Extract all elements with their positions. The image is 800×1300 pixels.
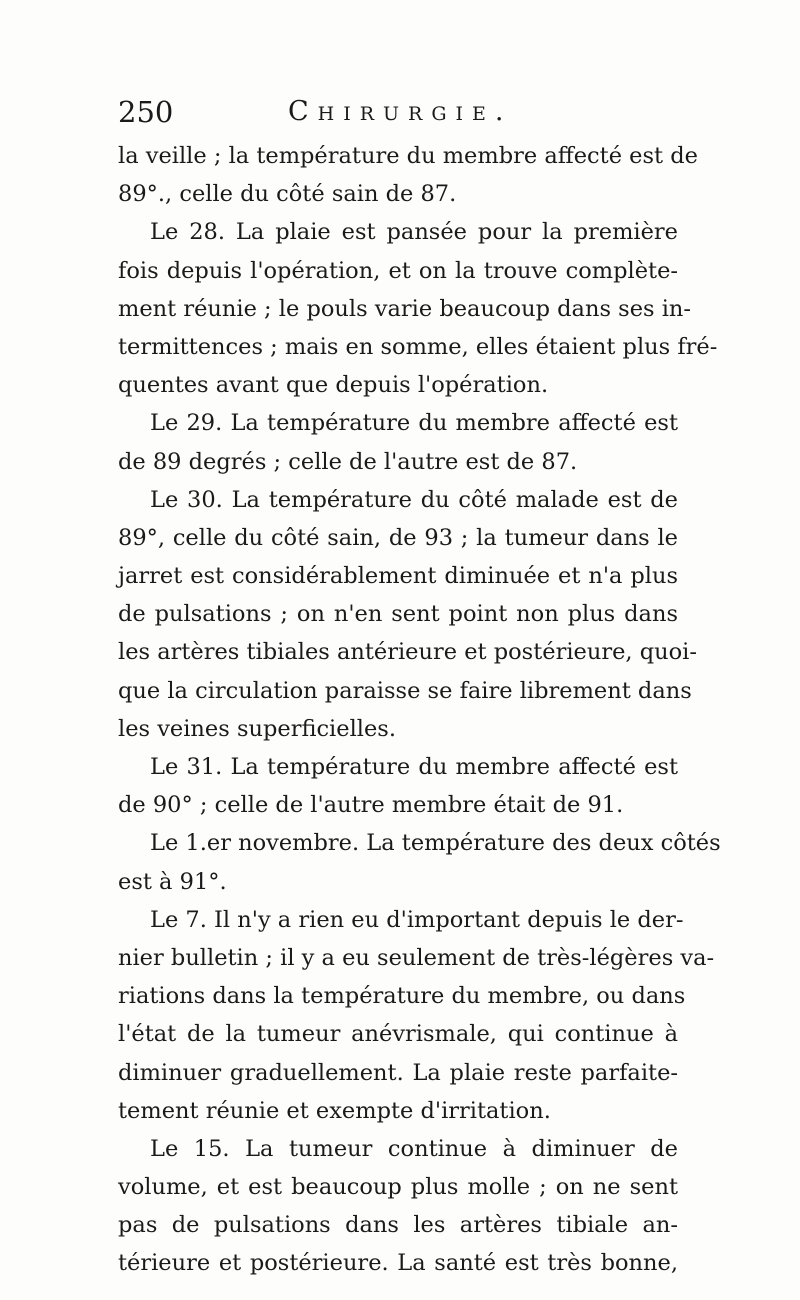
text-line: de 90° ; celle de l'autre membre était de 91. <box>118 792 624 819</box>
text-line: termittences ; mais en somme, elles étaient plus fré- <box>118 333 718 360</box>
text-line: Le 30. La température du côté malade est de <box>150 486 678 513</box>
text-line: tement réunie et exempte d'irritation. <box>118 1097 551 1124</box>
text-line: fois depuis l'opération, et on la trouve complète- <box>118 257 678 284</box>
running-head: Chirurgie. <box>288 96 513 127</box>
text-line: Le 28. La plaie est pansée pour la première <box>150 219 678 246</box>
text-line: les artères tibiales antérieure et postérieure, quoi- <box>118 639 697 666</box>
text-line: les veines superficielles. <box>118 715 396 742</box>
text-line: l'état de la tumeur anévrismale, qui continue à <box>118 1021 678 1048</box>
page-header <box>118 92 678 136</box>
text-line: ment réunie ; le pouls varie beaucoup dans ses in- <box>118 295 692 322</box>
page-number: 250 <box>118 95 174 129</box>
text-line: Le 15. La tumeur continue à diminuer de <box>150 1135 678 1162</box>
text-line: quentes avant que depuis l'opération. <box>118 372 549 399</box>
text-line: que la circulation paraisse se faire librement dans <box>118 677 692 704</box>
text-line: Le 7. Il n'y a rien eu d'important depuis le der- <box>150 906 684 933</box>
text-line: de 89 degrés ; celle de l'autre est de 87. <box>118 448 578 475</box>
text-line: est à 91°. <box>118 868 227 895</box>
text-line: térieure et postérieure. La santé est très bonne, <box>118 1250 678 1277</box>
text-line: 89°, celle du côté sain, de 93 ; la tumeur dans le <box>118 524 678 551</box>
text-line: jarret est considérablement diminuée et n'a plus <box>118 563 678 590</box>
text-line: Le 1.er novembre. La température des deux côtés <box>150 830 721 857</box>
text-line: Le 31. La température du membre affecté est <box>150 754 678 780</box>
text-line: Le 29. La température du membre affecté est <box>150 410 678 437</box>
text-line: de pulsations ; on n'en sent point non plus dans <box>118 601 678 628</box>
text-line: diminuer graduellement. La plaie reste parfaite- <box>118 1059 678 1086</box>
text-line: volume, et est beaucoup plus molle ; on ne sent <box>118 1174 678 1201</box>
text-line: 89°., celle du côté sain de 87. <box>118 181 457 208</box>
text-line: la veille ; la température du membre affecté est de <box>118 143 698 169</box>
text-line: nier bulletin ; il y a eu seulement de très-légères va- <box>118 944 715 971</box>
body-text <box>118 137 721 1283</box>
text-line: riations dans la température du membre, ou dans <box>118 983 686 1010</box>
text-line: pas de pulsations dans les artères tibiale an- <box>118 1212 678 1239</box>
